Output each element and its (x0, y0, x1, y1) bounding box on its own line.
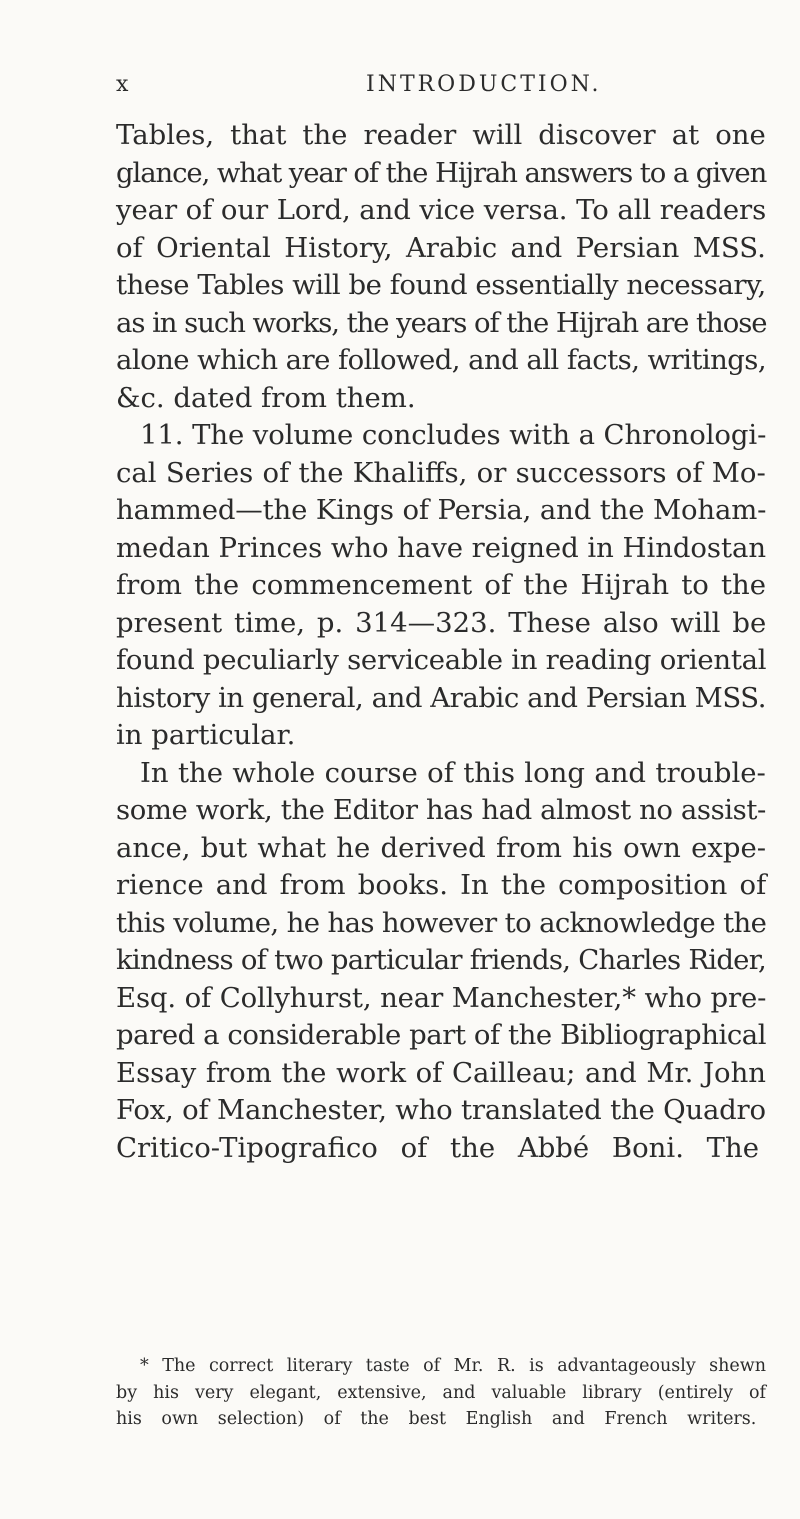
text-line: 11. The volume concludes with a Chronologi- (140, 419, 767, 451)
text-line: these Tables will be found essentially necessary, (116, 269, 766, 301)
text-line: Esq. of Collyhurst, near Manchester,* who pre- (116, 981, 767, 1014)
footnote (116, 1353, 766, 1433)
text-line: history in general, and Arabic and Persian MSS. (116, 681, 766, 714)
text-line: ance, but what he derived from his own expe- (116, 831, 767, 864)
text-line: of Oriental History, Arabic and Persian MSS. (116, 231, 766, 264)
text-line: Fox, of Manchester, who translated the Quadro (116, 1094, 766, 1126)
text-line: found peculiarly serviceable in reading oriental (116, 644, 767, 676)
text-line: Critico-Tipografico of the Abbé Boni. The (116, 1131, 760, 1164)
footnote-line: his own selection) of the best English and French writers. (116, 1409, 757, 1429)
footnote-line: by his very elegant, extensive, and valuable library (entirely of (116, 1382, 767, 1403)
text-line: Essay from the work of Cailleau; and Mr. John (116, 1056, 767, 1089)
text-line: from the commencement of the Hijrah to the (116, 569, 767, 601)
text-line: as in such works, the years of the Hijrah are those (116, 306, 767, 339)
text-line: &c. dated from them. (116, 381, 416, 414)
text-line: In the whole course of this long and trouble- (140, 756, 766, 789)
page-number: x (116, 72, 130, 97)
text-line: rience and from books. In the composition of (116, 869, 767, 901)
text-line: pared a considerable part of the Bibliographical (116, 1019, 767, 1051)
text-line: Tables, that the reader will discover at one (116, 119, 766, 151)
running-header (116, 72, 800, 106)
text-line: in particular. (116, 719, 296, 751)
text-line: alone which are followed, and all facts, writings, (116, 344, 767, 376)
text-line: year of our Lord, and vice versa. To all readers (116, 194, 767, 226)
text-line: medan Princes who have reigned in Hindostan (116, 531, 767, 564)
footnote-line: * The correct literary taste of Mr. R. is advantageously shewn (140, 1356, 767, 1376)
body-text (116, 117, 766, 1167)
text-line: hammed—the Kings of Persia, and the Moham- (116, 494, 767, 526)
text-line: some work, the Editor has had almost no assist- (116, 794, 766, 826)
text-line: glance, what year of the Hijrah answers to a given (116, 156, 767, 189)
text-line: this volume, he has however to acknowledge the (116, 906, 767, 939)
text-line: present time, p. 314—323. These also will be (116, 606, 767, 639)
running-title: INTRODUCTION. (366, 72, 602, 97)
text-line: cal Series of the Khaliffs, or successors of Mo- (116, 456, 766, 489)
text-line: kindness of two particular friends, Charles Rider, (116, 944, 767, 976)
